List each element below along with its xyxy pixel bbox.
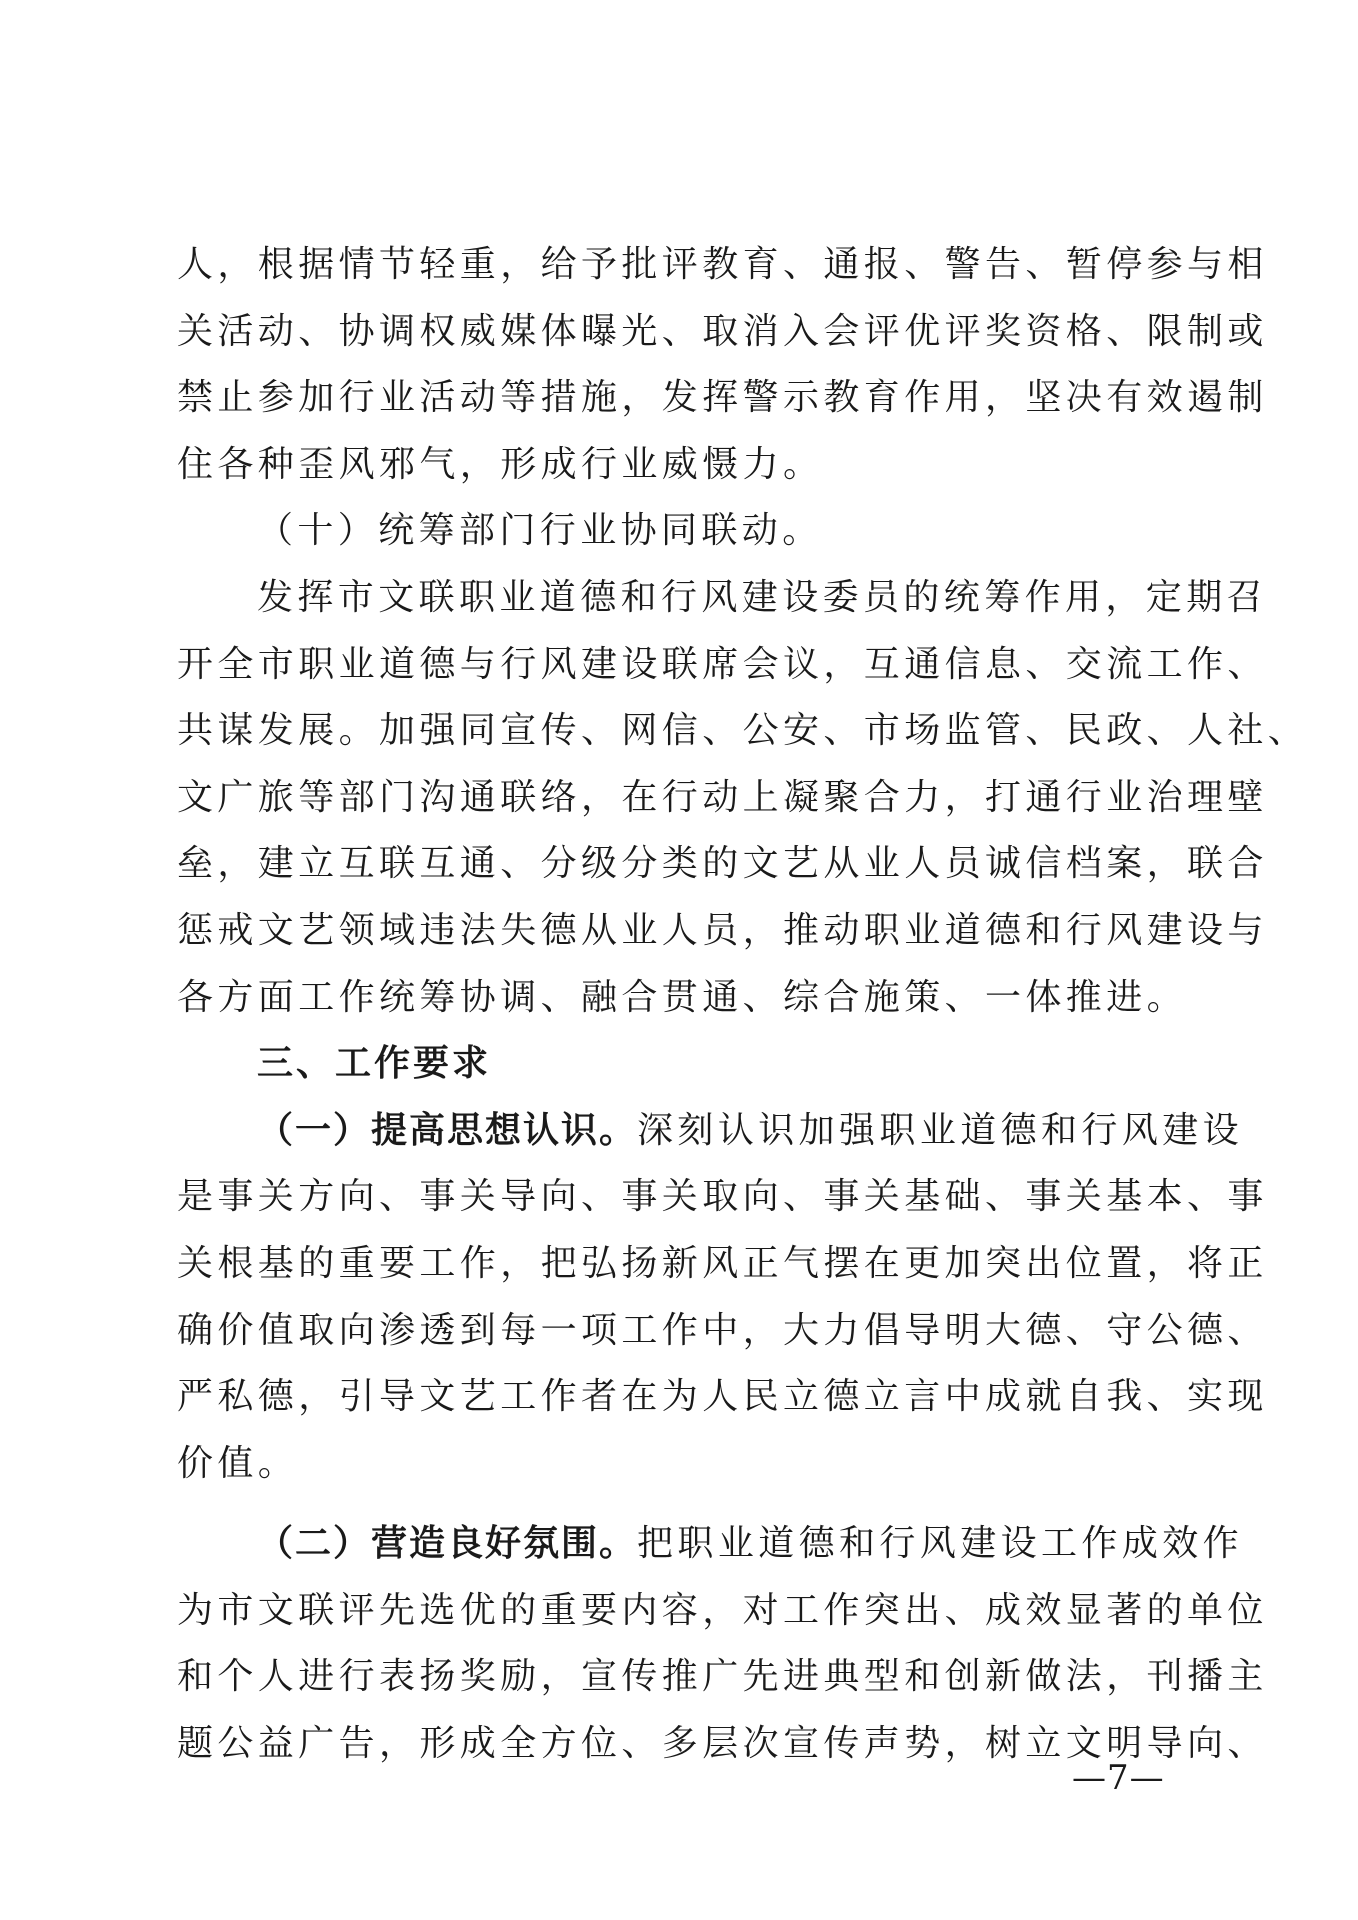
text-line: 和个人进行表扬奖励，宣传推广先进典型和创新做法，刊播主 bbox=[177, 1656, 1268, 1698]
text-line: 为市文联评先选优的重要内容，对工作突出、成效显著的单位 bbox=[177, 1589, 1268, 1631]
text-line: 共谋发展。加强同宣传、网信、公安、市场监管、民政、人社、 bbox=[177, 710, 1309, 752]
subheading-1: （一）提高思想认识。 bbox=[257, 1109, 638, 1151]
text-line bbox=[177, 1098, 1244, 1165]
text-line: 关根基的重要工作，把弘扬新风正气摆在更加突出位置，将正 bbox=[177, 1242, 1268, 1284]
paragraph-gap bbox=[177, 1497, 1185, 1511]
text-line: 人，根据情节轻重，给予批评教育、通报、警告、暂停参与相 bbox=[177, 244, 1268, 285]
section-heading-requirements: 三、工作要求 bbox=[257, 1043, 492, 1085]
text-line: 题公益广告，形成全方位、多层次宣传声势，树立文明导向、 bbox=[177, 1723, 1268, 1765]
text-line: 开全市职业道德与行风建设联席会议，互通信息、交流工作、 bbox=[177, 643, 1268, 685]
text-line: 价值。 bbox=[177, 1442, 299, 1484]
text-line bbox=[177, 1511, 1244, 1578]
text-line: 关活动、协调权威媒体曝光、取消入会评优评奖资格、限制或 bbox=[177, 310, 1268, 352]
text-line: 惩戒文艺领域违法失德从业人员，推动职业道德和行风建设与 bbox=[177, 909, 1268, 951]
text-run: 把职业道德和行风建设工作成效作 bbox=[637, 1523, 1244, 1565]
text-line: 各方面工作统筹协调、融合贯通、综合施策、一体推进。 bbox=[177, 976, 1188, 1018]
text-line: 禁止参加行业活动等措施，发挥警示教育作用，坚决有效遏制 bbox=[177, 377, 1268, 419]
text-line: 住各种歪风邪气，形成行业威慑力。 bbox=[177, 443, 824, 485]
subheading-2: （二）营造良好氛围。 bbox=[257, 1523, 638, 1565]
text-line: 确价值取向渗透到每一项工作中，大力倡导明大德、守公德、 bbox=[177, 1309, 1268, 1351]
section-heading-10: （十）统筹部门行业协同联动。 bbox=[257, 510, 823, 552]
text-line: 严私德，引导文艺工作者在为人民立德立言中成就自我、实现 bbox=[177, 1376, 1268, 1418]
text-run: 深刻认识加强职业道德和行风建设 bbox=[637, 1109, 1244, 1151]
text-line: 发挥市文联职业道德和行风建设委员的统筹作用，定期召 bbox=[257, 576, 1268, 618]
document-body bbox=[177, 232, 1309, 1778]
page-number: —7— bbox=[1072, 1758, 1165, 1798]
text-line: 文广旅等部门沟通联络，在行动上凝聚合力，打通行业治理壁 bbox=[177, 776, 1268, 818]
text-line: 垒，建立互联互通、分级分类的文艺从业人员诚信档案，联合 bbox=[177, 843, 1268, 885]
text-line: 是事关方向、事关导向、事关取向、事关基础、事关基本、事 bbox=[177, 1176, 1268, 1218]
